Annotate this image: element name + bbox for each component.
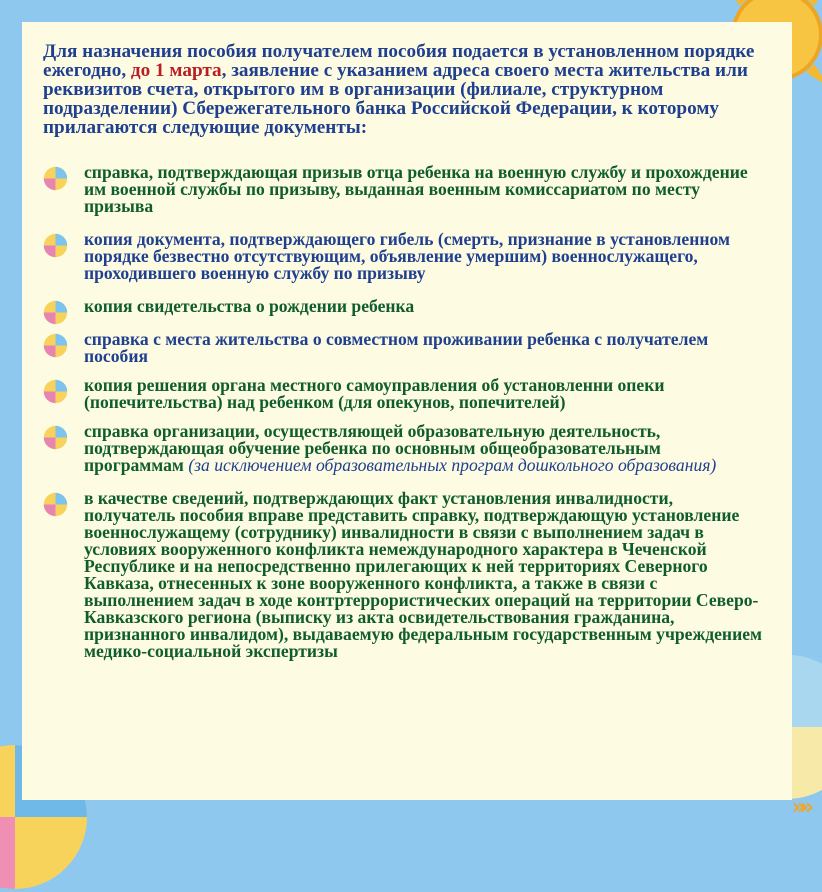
list-item	[42, 490, 762, 660]
documents-list	[42, 164, 762, 660]
info-card	[22, 22, 792, 800]
list-item	[42, 423, 762, 474]
item-text: справка, подтверждающая призыв отца ребенка на военную службу и прохождение им военной службы по призыву, выданная военным комиссариатом по месту призыва	[84, 162, 748, 216]
beach-ball-bullet-icon	[42, 332, 69, 359]
beach-ball-bullet-icon	[42, 491, 69, 518]
intro-paragraph	[42, 42, 762, 137]
item-text: справка с места жительства о совместном проживании ребенка с получателем пособия	[84, 329, 709, 366]
list-item	[42, 231, 762, 282]
intro-text-2: , заявление с указанием адреса своего места жительства или реквизитов счета, открытого им в организации (филиале, структурном подразделении) Сбережегательного банка Российской Федерации, к которому прилагаются следующие документы:	[43, 60, 748, 138]
item-text: копия документа, подтверждающего гибель (смерть, признание в установленном порядке безвестно отсутствующим, объявление умершим) военнослужащего, проходившего военную службу по призыву	[84, 229, 730, 283]
list-item	[42, 298, 762, 315]
item-text: копия свидетельства о рождении ребенка	[84, 296, 415, 316]
intro-text-1: Для назначения пособия получателем пособия подается в установленном порядке ежегодно,	[43, 41, 755, 81]
item-text: справка организации, осуществляющей образовательную деятельность, подтверждающая обучение ребенка по основным общеобразовательным программам	[84, 421, 661, 475]
chevrons-decor: »»	[791, 795, 808, 820]
beach-ball-bullet-icon	[42, 232, 69, 259]
item-note: (за исключением образовательных програм дошкольного образования)	[183, 455, 717, 475]
beach-ball-bullet-icon	[42, 299, 69, 326]
list-item	[42, 331, 762, 365]
deadline-date: до 1 марта	[130, 60, 222, 81]
beach-ball-bullet-icon	[42, 378, 69, 405]
list-item	[42, 377, 762, 411]
beach-ball-bullet-icon	[42, 424, 69, 451]
beach-ball-bullet-icon	[42, 165, 69, 192]
item-text: в качестве сведений, подтверждающих факт установления инвалидности, получатель пособия вправе представить справку, подтверждающую установление военнослужащему (сотруднику) инвалидности в связи с выполнением задач в условиях вооруженного конфликта немеждународного характера в Чеченской Республике и на непосредственно прилегающих к ней территориях Северного Кавказа, отнесенных к зоне вооруженного конфликта, а также в связи с выполнением задач в ходе контртеррористических операций на территории Северо-Кавказского региона (выписку из акта освидетельствования гражданина, признанного инвалидом), выдаваемую федеральным государственным учреждением медико-социальной экспертизы	[84, 488, 763, 661]
item-text: копия решения органа местного самоуправления об установленни опеки (попечительства) над ребенком (для опекунов, попечителей)	[84, 375, 665, 412]
list-item	[42, 164, 762, 215]
